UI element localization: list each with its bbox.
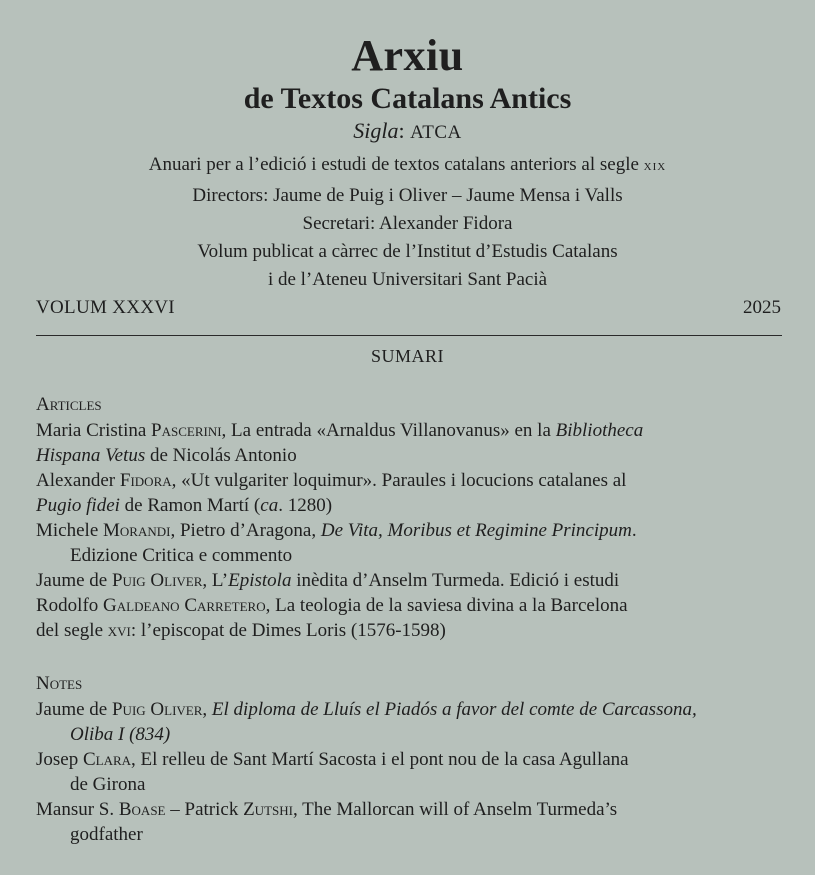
note-title: godfather — [70, 824, 143, 845]
note-title: de Girona — [70, 774, 146, 795]
journal-sigla — [0, 118, 815, 144]
volume-number: VOLUM XXXVI — [36, 297, 175, 318]
article-title: de Ramon Martí ( — [119, 495, 261, 516]
article-author-surname: Galdeano Carretero — [103, 595, 266, 616]
article-title: , Pietro d’Aragona, — [170, 520, 321, 541]
description-main: Anuari per a l’edició i estudi de textos catalans anteriors al segle — [148, 154, 644, 175]
article-3-line-2 — [36, 545, 815, 567]
sigla-value: ATCA — [410, 122, 462, 143]
article-title-italic: Pugio fidei — [36, 495, 120, 516]
note-author-surname: Zutshi — [243, 799, 293, 820]
article-4-line-1 — [36, 570, 786, 592]
article-5-line-1 — [36, 595, 786, 617]
article-title: , La teologia de la saviesa divina a la Barcelona — [265, 595, 628, 616]
article-title: de Nicolás Antonio — [145, 445, 297, 466]
article-title-italic: Hispana Vetus — [36, 445, 146, 466]
note-title-italic: El diploma de Lluís el Piadós a favor del comte de Carcassona, — [211, 699, 697, 720]
note-author-surname: Puig Oliver — [111, 699, 203, 720]
article-title-century: xvi — [107, 620, 131, 641]
article-2-line-2 — [36, 495, 786, 517]
article-title: : l’episcopat de Dimes Loris (1576-1598) — [130, 620, 446, 641]
article-author-first: Jaume de — [36, 570, 112, 591]
journal-secretary: Secretari: Alexander Fidora — [302, 213, 513, 234]
note-author-separator: – Patrick — [165, 799, 244, 820]
article-title: Edizione Critica e commento — [70, 545, 293, 566]
note-author-first: Josep — [36, 749, 83, 770]
journal-subtitle: de Textos Catalans Antics — [243, 82, 572, 115]
note-author-surname: Boase — [118, 799, 166, 820]
article-title: , «Ut vulgariter loquimur». Paraules i locucions catalanes al — [171, 470, 627, 491]
contents-heading: SUMARI — [370, 346, 444, 366]
article-author-first: Michele — [36, 520, 104, 541]
note-1-line-2 — [36, 724, 815, 746]
article-5-line-2 — [36, 620, 786, 642]
journal-title: Arxiu — [351, 31, 464, 80]
article-author-surname: Puig Oliver — [111, 570, 203, 591]
article-title: . — [631, 520, 637, 541]
sigla-separator: : — [398, 118, 411, 143]
article-2-line-1 — [36, 470, 786, 492]
note-title: , El relleu de Sant Martí Sacosta i el pont nou de la casa Agullana — [131, 749, 629, 770]
article-author-first: Maria Cristina — [36, 420, 152, 441]
article-title: inèdita d’Anselm Turmeda. Edició i estudi — [291, 570, 620, 591]
note-2-line-2 — [36, 774, 815, 796]
article-author-surname: Pascerini — [151, 420, 222, 441]
publisher-line-2: i de l’Ateneu Universitari Sant Pacià — [267, 269, 548, 290]
note-author-first: Jaume de — [36, 699, 112, 720]
sigla-label: Sigla — [353, 118, 399, 143]
notes-heading: Notes — [36, 673, 83, 694]
article-title: del segle — [36, 620, 108, 641]
article-title-italic: ca — [260, 495, 279, 516]
article-title: , La entrada «Arnaldus Villanovanus» en la — [221, 420, 556, 441]
article-title-italic: Bibliotheca — [555, 420, 644, 441]
note-author-surname: Clara — [82, 749, 132, 770]
journal-directors: Directors: Jaume de Puig i Oliver – Jaume Mensa i Valls — [192, 185, 623, 206]
journal-description — [0, 154, 815, 176]
note-title: , The Mallorcan will of Anselm Turmeda’s — [292, 799, 618, 820]
article-title: , L’ — [202, 570, 229, 591]
note-1-line-1 — [36, 699, 786, 721]
article-1-line-1 — [36, 420, 786, 442]
publisher-line-1: Volum publicat a càrrec de l’Institut d’Estudis Catalans — [197, 241, 618, 262]
header-divider — [36, 335, 782, 336]
note-author-first: Mansur S. — [36, 799, 119, 820]
article-author-surname: Fidora — [119, 470, 172, 491]
article-author-surname: Morandi — [103, 520, 171, 541]
note-3-line-1 — [36, 799, 786, 821]
description-century: xix — [643, 158, 667, 174]
note-title-italic: Oliba I (834) — [70, 724, 171, 745]
note-title: , — [202, 699, 212, 720]
article-title-italic: Epistola — [228, 570, 292, 591]
article-author-first: Alexander — [36, 470, 120, 491]
note-2-line-1 — [36, 749, 786, 771]
article-title: . 1280) — [278, 495, 333, 516]
note-3-line-2 — [36, 824, 815, 846]
article-1-line-2 — [36, 445, 786, 467]
articles-heading: Articles — [36, 394, 102, 415]
article-author-first: Rodolfo — [36, 595, 104, 616]
article-3-line-1 — [36, 520, 786, 542]
volume-year: 2025 — [743, 297, 781, 318]
article-title-italic: De Vita, Moribus et Regimine Principum — [320, 520, 632, 541]
